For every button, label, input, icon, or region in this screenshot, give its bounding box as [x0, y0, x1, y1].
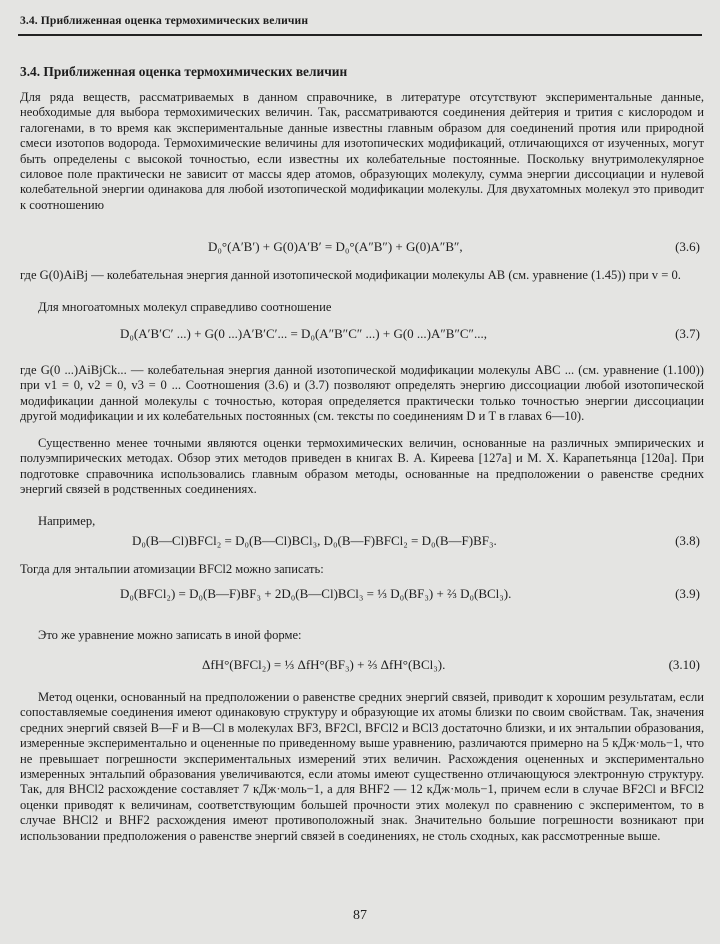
paragraph-method-evaluation: Метод оценки, основанный на предположении о равенстве средних энергий связей, приводит к хорошим результатам, если сопоставляемые соединения имеют одинаковую структуру и образующие их атомы близки по своим свойствам. Так, значения средних энергий связей B—F и B—Cl в молекулах BF3, BF2Cl, BFCl2 и BCl3 достаточно близки, и их энтальпии образования, измеренные экспериментально и оцененные по приведенному выше уравнению, различаются примерно на 5 кДж·моль−1, что не превышает погрешности экспериментальных измерений этих величин. Расхождения оцененных и экспериментально измеренных энтальпий образования увеличиваются, если атомы имеют существенно отличающуюся электронную структуру. Так, для BHCl2 расхождение составляет 7 кДж·моль−1, а для BHF2 — 12 кДж·моль−1, причем если в случае BF2Cl и BFCl2 оценки приводят к величинам, соответствующим большей прочности этих молекул по сравнению с экспериментом, то в случае BHCl2 и BHF2 расхождения имеют противоположный знак. Значительно большие погрешности возникают при использовании предположения о равенстве энергий связей в соединениях, не столь сходных, как рассмотренные выше. [20, 690, 704, 843]
equation-3-7-number: (3.7) [675, 326, 700, 341]
equation-3-10 [20, 654, 704, 676]
section-title: 3.4. Приближенная оценка термохимических величин [20, 64, 348, 79]
equation-3-8-number: (3.8) [675, 533, 700, 548]
paragraph-where-g: где G(0)AiBj — колебательная энергия данной изотопической модификации молекулы AB (см. уравнение (1.45)) при v = 0. [20, 268, 681, 282]
paragraph-methods: Существенно менее точными являются оценки термохимических величин, основанные на различных эмпирических и полуэмпирических методах. Обзор этих методов приведен в книгах В. А. Киреева [127а] и М. Х. Карапетьянца [120а]. При подготовке справочника использовались главным образом методы, основанные на предположении о равенстве средних энергий связей в родственных соединениях. [20, 436, 704, 497]
equation-3-6-body: D₀°(A′B′) + G(0)A′B′ = D₀°(A″B″) + G(0)A″B″, [208, 239, 463, 254]
equation-3-9 [20, 583, 704, 605]
header-rule [18, 34, 702, 36]
equation-3-6 [20, 236, 704, 258]
paragraph-intro: Для ряда веществ, рассматриваемых в данном справочнике, в литературе отсутствуют экспериментальные данные, необходимые для выбора термохимических величин. Так, рассматриваются соединения дейтерия и трития с кислородом и галогенами, в то время как экспериментальные данные известны главным образом для соединений протия или природной смеси изотопов водорода. Термохимические величины для изотопических модификаций, отличающихся от изученных, могут быть определены с высокой точностью, если известны их колебательные постоянные. Поскольку внутримолекулярное силовое поле практически не зависит от массы ядер атомов, образующих молекулу, сумма энергии диссоциации и нулевой колебательной энергии одинакова для любой изотопической модификации молекулы. Для двухатомных молекул это приводит к соотношению [20, 90, 704, 212]
equation-3-7-body: D₀(A′B′C′ ...) + G(0 ...)A′B′C′... = D₀(A″B″C″ ...) + G(0 ...)A″B″C″..., [120, 326, 487, 341]
equation-3-6-number: (3.6) [675, 239, 700, 254]
equation-3-7 [20, 323, 704, 345]
running-head: 3.4. Приближенная оценка термохимических величин [20, 14, 309, 27]
paragraph-polyatomic: Для многоатомных молекул справедливо соотношение [38, 300, 332, 314]
equation-3-9-number: (3.9) [675, 586, 700, 601]
paragraph-atomization: Тогда для энтальпии атомизации BFCl2 можно записать: [20, 562, 324, 576]
page-number: 87 [353, 908, 367, 923]
equation-3-10-number: (3.10) [668, 657, 700, 672]
equation-3-8-body: D₀(B—Cl)BFCl₂ = D₀(B—Cl)BCl₃, D₀(B—F)BFCl₂ = D₀(B—F)BF₃. [132, 533, 497, 548]
paragraph-other-form: Это же уравнение можно записать в иной форме: [38, 628, 302, 642]
equation-3-8 [20, 530, 704, 552]
paragraph-example: Например, [38, 514, 96, 528]
equation-3-10-body: ΔfH°(BFCl₂) = ⅓ ΔfH°(BF₃) + ⅔ ΔfH°(BCl₃). [202, 657, 446, 672]
equation-3-9-body: D₀(BFCl₂) = D₀(B—F)BF₃ + 2D₀(B—Cl)BCl₃ = ⅓ D₀(BF₃) + ⅔ D₀(BCl₃). [120, 586, 512, 601]
paragraph-where-g-poly: где G(0 ...)AiBjCk... — колебательная энергия данной изотопической модификации молекулы ABC ... (см. уравнение (1.100)) при v1 = 0, v2 = 0, v3 = 0 ... Соотношения (3.6) и (3.7) позволяют определять энергию диссоциации любой изотопической модификации данной молекулы с точностью, которая определяется практически только точностью энергии диссоциации другой модификации и их колебательных постоянных (см. тексты по соединениям D и T в главах 6—10). [20, 363, 704, 424]
